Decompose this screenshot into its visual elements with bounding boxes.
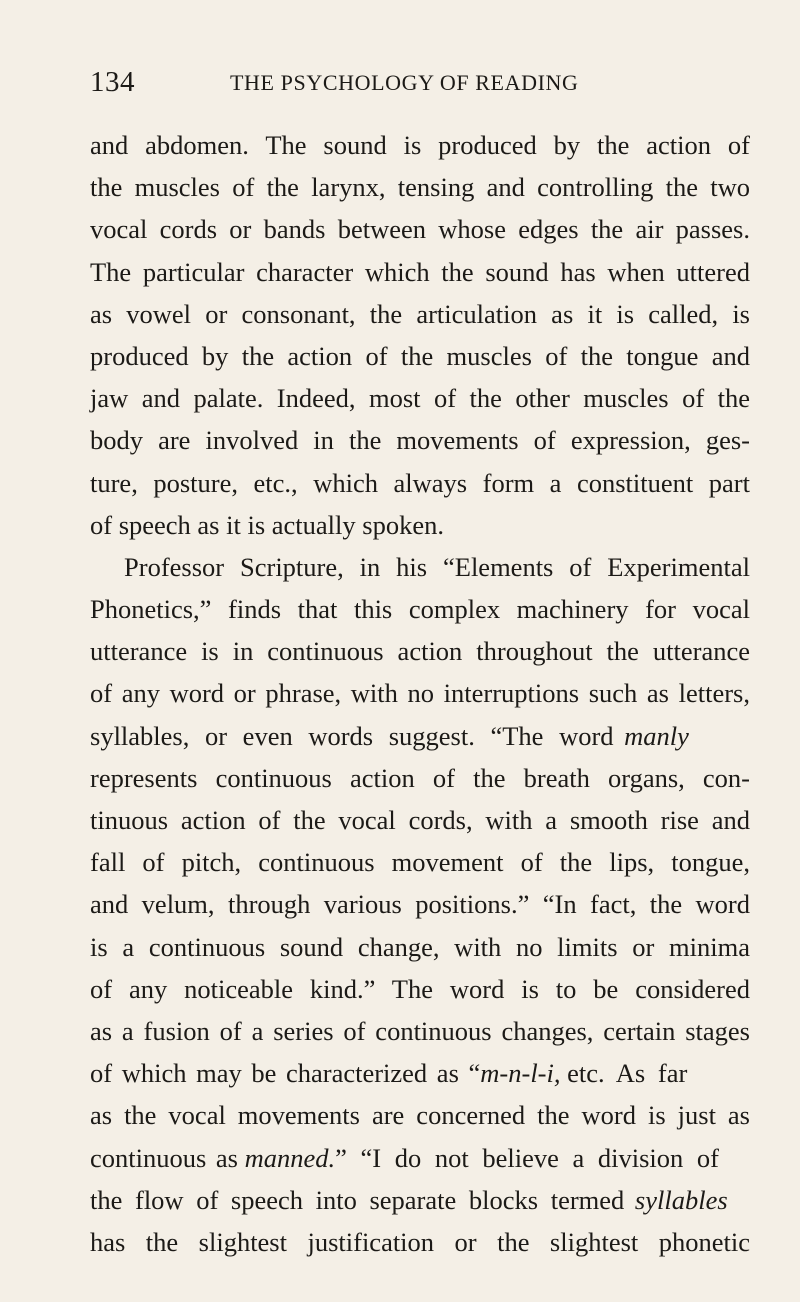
italic-term-manly: manly <box>624 720 689 751</box>
running-title: THE PSYCHOLOGY OF READING <box>230 70 579 95</box>
line-text: Phonetics,” finds that this complex machinery for vocal <box>90 594 750 625</box>
italic-term-mnli: m-n-l-i, <box>480 1058 561 1089</box>
line-text: and velum, through various positions.” “In fact, the word <box>90 889 750 920</box>
line-text: produced by the action of the muscles of the tongue and <box>90 340 750 371</box>
line-text: utterance is in continuous action throughout the utterance <box>90 636 750 667</box>
line-text: of speech as it is actually spoken. <box>90 509 444 540</box>
line-text: fall of pitch, continuous movement of the lips, tongue, <box>90 847 750 878</box>
text-line <box>90 419 750 461</box>
line-text: continuous as <box>90 1142 238 1173</box>
page-number: 134 <box>90 66 135 98</box>
text-line <box>90 926 750 968</box>
text-line <box>90 1221 750 1263</box>
text-line <box>90 208 750 250</box>
page-header <box>90 64 750 104</box>
line-text: jaw and palate. Indeed, most of the other muscles of the <box>90 383 750 414</box>
line-text: the flow of speech into separate blocks termed <box>90 1184 625 1215</box>
italic-term-manned: manned. <box>244 1142 336 1173</box>
text-line <box>90 1179 750 1221</box>
line-text: The particular character which the sound has when uttered <box>90 256 750 287</box>
text-line <box>90 462 750 504</box>
text-line <box>90 124 750 166</box>
line-text: of any word or phrase, with no interruptions such as letters, <box>90 678 750 709</box>
text-line <box>90 968 750 1010</box>
line-text: of which may be characterized as “ <box>90 1058 481 1089</box>
line-text: the muscles of the larynx, tensing and controlling the two <box>90 172 750 203</box>
text-line <box>90 504 750 546</box>
line-text: syllables, or even words suggest. “The word <box>90 720 614 751</box>
text-line <box>90 1052 750 1094</box>
line-text: has the slightest justification or the slightest phonetic <box>90 1226 750 1257</box>
line-text: ” “I do not believe a division of <box>335 1142 719 1173</box>
text-line <box>90 799 750 841</box>
text-line <box>90 1094 750 1136</box>
text-line <box>90 1010 750 1052</box>
line-text: and abdomen. The sound is produced by the action of <box>90 130 750 160</box>
line-text: as vowel or consonant, the articulation as it is called, is <box>90 298 750 329</box>
line-text: as the vocal movements are concerned the word is just as <box>90 1100 750 1131</box>
text-line <box>90 335 750 377</box>
line-text: body are involved in the movements of expression, ges- <box>90 425 750 456</box>
text-line <box>90 841 750 883</box>
line-text: ture, posture, etc., which always form a constituent part <box>90 467 750 498</box>
text-line <box>90 1137 750 1179</box>
text-line <box>90 588 750 630</box>
line-text: etc. As far <box>567 1058 688 1089</box>
text-line <box>90 166 750 208</box>
text-line <box>90 546 750 588</box>
line-text: vocal cords or bands between whose edges the air passes. <box>90 214 750 245</box>
text-line <box>90 715 750 757</box>
line-text: as a fusion of a series of continuous changes, certain stages <box>90 1015 750 1046</box>
text-line <box>90 293 750 335</box>
text-line <box>90 377 750 419</box>
line-text: Professor Scripture, in his “Elements of Experimental <box>124 551 750 582</box>
text-line <box>90 757 750 799</box>
text-line <box>90 630 750 672</box>
text-line <box>90 883 750 925</box>
line-text: of any noticeable kind.” The word is to be considered <box>90 973 750 1004</box>
line-text: represents continuous action of the breath organs, con- <box>90 762 750 793</box>
body-text <box>90 124 750 1263</box>
line-text: tinuous action of the vocal cords, with a smooth rise and <box>90 805 750 835</box>
line-text: is a continuous sound change, with no limits or minima <box>90 931 750 962</box>
text-line <box>90 251 750 293</box>
text-line <box>90 672 750 714</box>
italic-term-syllables: syllables <box>634 1184 728 1215</box>
